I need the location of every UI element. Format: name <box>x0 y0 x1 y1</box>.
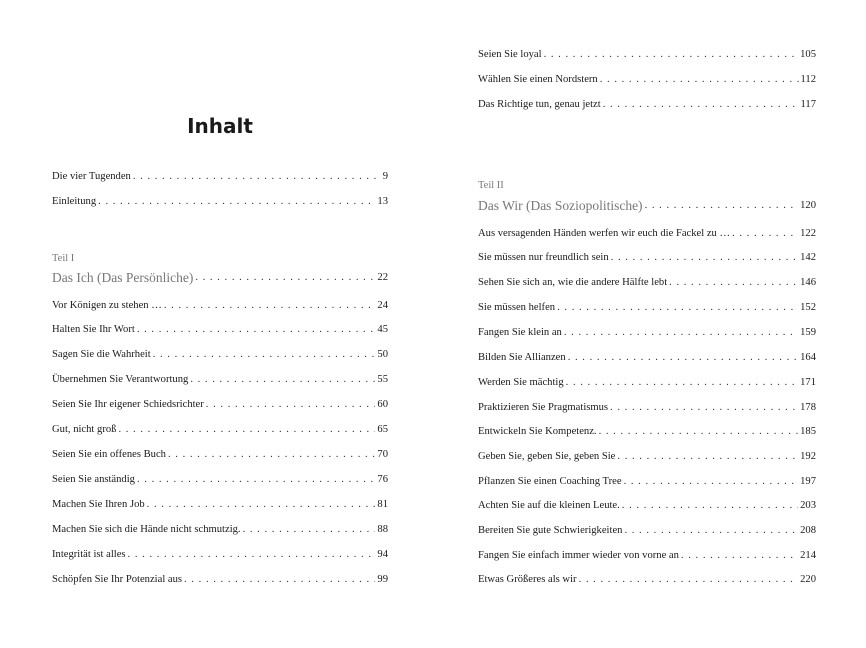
toc-entry[interactable] <box>478 96 816 112</box>
dot-leader <box>544 48 799 62</box>
part-heading[interactable] <box>52 265 388 285</box>
toc-entry-page: 81 <box>377 499 388 510</box>
toc-entry-page: 203 <box>800 500 816 511</box>
toc-entry-title: Schöpfen Sie Ihr Potenzial aus <box>52 574 183 585</box>
dot-leader <box>133 170 381 184</box>
toc-entry-title: Integrität ist alles <box>52 549 126 560</box>
toc-entry[interactable] <box>478 274 816 290</box>
toc-entry-title: Machen Sie Ihren Job <box>52 499 145 510</box>
dot-leader <box>669 276 798 290</box>
dot-leader <box>153 348 376 362</box>
toc-entry[interactable] <box>52 396 388 412</box>
toc-entry[interactable] <box>478 547 816 563</box>
toc-entry-title: Sehen Sie sich an, wie die andere Hälfte lebt <box>478 277 668 288</box>
toc-entry-title: Praktizieren Sie Pragmatismus <box>478 402 609 413</box>
toc-entry-page: 142 <box>800 252 816 263</box>
toc-entry-page: 122 <box>800 228 816 239</box>
toc-entry[interactable] <box>478 349 816 365</box>
toc-entry[interactable] <box>478 399 816 415</box>
toc-entry[interactable] <box>478 225 816 241</box>
dot-leader <box>118 423 375 437</box>
dot-leader <box>137 473 375 487</box>
dot-leader <box>732 227 798 241</box>
dot-leader <box>622 499 798 513</box>
toc-entry-page: 220 <box>800 574 816 585</box>
toc-entry-page: 76 <box>377 474 388 485</box>
toc-entry-title: Achten Sie auf die kleinen Leute. <box>478 500 620 511</box>
toc-entry-title: Sie müssen nur freundlich sein <box>478 252 609 263</box>
dot-leader <box>624 524 798 538</box>
toc-entry[interactable] <box>52 571 388 587</box>
toc-entry[interactable] <box>52 297 388 313</box>
toc-entry-page: 50 <box>377 349 388 360</box>
toc-entry[interactable] <box>478 324 816 340</box>
toc-entry[interactable] <box>52 546 388 562</box>
part-page: 22 <box>377 272 388 283</box>
toc-entry-page: 192 <box>800 451 816 462</box>
toc-entry-page: 152 <box>800 302 816 313</box>
part-label: Teil II <box>478 180 504 191</box>
toc-entry[interactable] <box>52 346 388 362</box>
toc-entry-title: Seien Sie loyal <box>478 49 542 60</box>
toc-entry-title: Bereiten Sie gute Schwierigkeiten <box>478 525 623 536</box>
toc-entry[interactable] <box>478 46 816 62</box>
dot-leader <box>190 373 375 387</box>
dot-leader <box>564 326 798 340</box>
part-page: 120 <box>800 200 816 211</box>
part-label: Teil I <box>52 253 75 264</box>
dot-leader <box>98 195 375 209</box>
toc-entry-page: 214 <box>800 550 816 561</box>
dot-leader <box>206 398 376 412</box>
toc-entry-page: 24 <box>377 300 388 311</box>
toc-entry-title: Halten Sie Ihr Wort <box>52 324 135 335</box>
toc-entry[interactable] <box>478 249 816 265</box>
toc-entry-title: Das Richtige tun, genau jetzt <box>478 99 601 110</box>
dot-leader <box>557 301 798 315</box>
toc-entry-title: Aus versagenden Händen werfen wir euch die Fackel zu … <box>478 228 731 239</box>
toc-entry[interactable] <box>52 168 388 184</box>
dot-leader <box>137 323 376 337</box>
toc-entry[interactable] <box>478 448 816 464</box>
toc-entry[interactable] <box>52 446 388 462</box>
toc-entry-page: 117 <box>800 99 816 110</box>
toc-entry-page: 197 <box>800 476 816 487</box>
dot-leader <box>681 549 798 563</box>
toc-entry-title: Entwickeln Sie Kompetenz. <box>478 426 597 437</box>
toc-entry[interactable] <box>478 423 816 439</box>
dot-leader <box>611 251 798 265</box>
toc-entry-title: Übernehmen Sie Verantwortung <box>52 374 189 385</box>
toc-entry[interactable] <box>52 321 388 337</box>
toc-entry[interactable] <box>52 496 388 512</box>
toc-entry-page: 9 <box>382 171 388 182</box>
dot-leader <box>599 425 799 439</box>
dot-leader <box>624 475 799 489</box>
toc-entry-title: Gut, nicht groß <box>52 424 117 435</box>
toc-entry[interactable] <box>478 71 816 87</box>
toc-entry-page: 159 <box>800 327 816 338</box>
toc-entry-title: Sagen Sie die Wahrheit <box>52 349 151 360</box>
toc-entry-page: 171 <box>800 377 816 388</box>
dot-leader <box>184 573 375 587</box>
dot-leader <box>603 98 799 112</box>
page-title: Inhalt <box>187 114 253 138</box>
toc-entry-page: 65 <box>377 424 388 435</box>
toc-entry-page: 60 <box>377 399 388 410</box>
dot-leader <box>568 351 798 365</box>
toc-entry-page: 112 <box>800 74 816 85</box>
toc-entry-title: Seien Sie ein offenes Buch <box>52 449 166 460</box>
toc-entry[interactable] <box>478 374 816 390</box>
dot-leader <box>128 548 376 562</box>
toc-entry-title: Geben Sie, geben Sie, geben Sie <box>478 451 616 462</box>
part-title: Das Ich (Das Persönliche) <box>52 270 194 285</box>
toc-entry[interactable] <box>478 497 816 513</box>
dot-leader <box>147 498 376 512</box>
toc-entry-page: 45 <box>377 324 388 335</box>
toc-entry-page: 94 <box>377 549 388 560</box>
toc-entry-page: 146 <box>800 277 816 288</box>
toc-entry-title: Seien Sie Ihr eigener Schiedsrichter <box>52 399 204 410</box>
toc-entry-page: 99 <box>377 574 388 585</box>
toc-entry-page: 105 <box>800 49 816 60</box>
toc-entry[interactable] <box>52 421 388 437</box>
part-heading[interactable] <box>478 193 816 213</box>
dot-leader <box>566 376 798 390</box>
toc-entry[interactable] <box>52 193 388 209</box>
toc-entry-page: 70 <box>377 449 388 460</box>
dot-leader <box>610 401 798 415</box>
toc-entry-title: Sie müssen helfen <box>478 302 556 313</box>
toc-entry[interactable] <box>478 473 816 489</box>
toc-entry[interactable] <box>52 371 388 387</box>
toc-entry-title: Wählen Sie einen Nordstern <box>478 74 598 85</box>
toc-entry-page: 185 <box>800 426 816 437</box>
toc-entry-title: Die vier Tugenden <box>52 171 131 182</box>
dot-leader <box>645 199 799 213</box>
toc-entry-page: 208 <box>800 525 816 536</box>
toc-entry-page: 88 <box>377 524 388 535</box>
toc-entry-title: Etwas Größeres als wir <box>478 574 577 585</box>
toc-entry-title: Fangen Sie klein an <box>478 327 562 338</box>
part-title: Das Wir (Das Soziopolitische) <box>478 198 643 213</box>
dot-leader <box>600 73 799 87</box>
toc-entry[interactable] <box>478 571 816 587</box>
toc-entry-title: Einleitung <box>52 196 97 207</box>
toc-entry-title: Werden Sie mächtig <box>478 377 564 388</box>
toc-entry-title: Pflanzen Sie einen Coaching Tree <box>478 476 622 487</box>
toc-entry-page: 13 <box>377 196 388 207</box>
toc-entry-page: 164 <box>800 352 816 363</box>
toc-entry-page: 178 <box>800 402 816 413</box>
toc-entry-title: Machen Sie sich die Hände nicht schmutzig. <box>52 524 241 535</box>
toc-entry-page: 55 <box>377 374 388 385</box>
dot-leader <box>243 523 376 537</box>
dot-leader <box>164 299 376 313</box>
toc-entry[interactable] <box>478 299 816 315</box>
dot-leader <box>195 271 375 285</box>
toc-entry[interactable] <box>52 471 388 487</box>
toc-entry-title: Fangen Sie einfach immer wieder von vorne an <box>478 550 679 561</box>
toc-entry[interactable] <box>52 521 388 537</box>
toc-entry-title: Seien Sie anständig <box>52 474 135 485</box>
dot-leader <box>617 450 798 464</box>
dot-leader <box>168 448 375 462</box>
toc-entry-title: Vor Königen zu stehen … <box>52 300 162 311</box>
toc-entry[interactable] <box>478 522 816 538</box>
dot-leader <box>579 573 799 587</box>
toc-entry-title: Bilden Sie Allianzen <box>478 352 566 363</box>
